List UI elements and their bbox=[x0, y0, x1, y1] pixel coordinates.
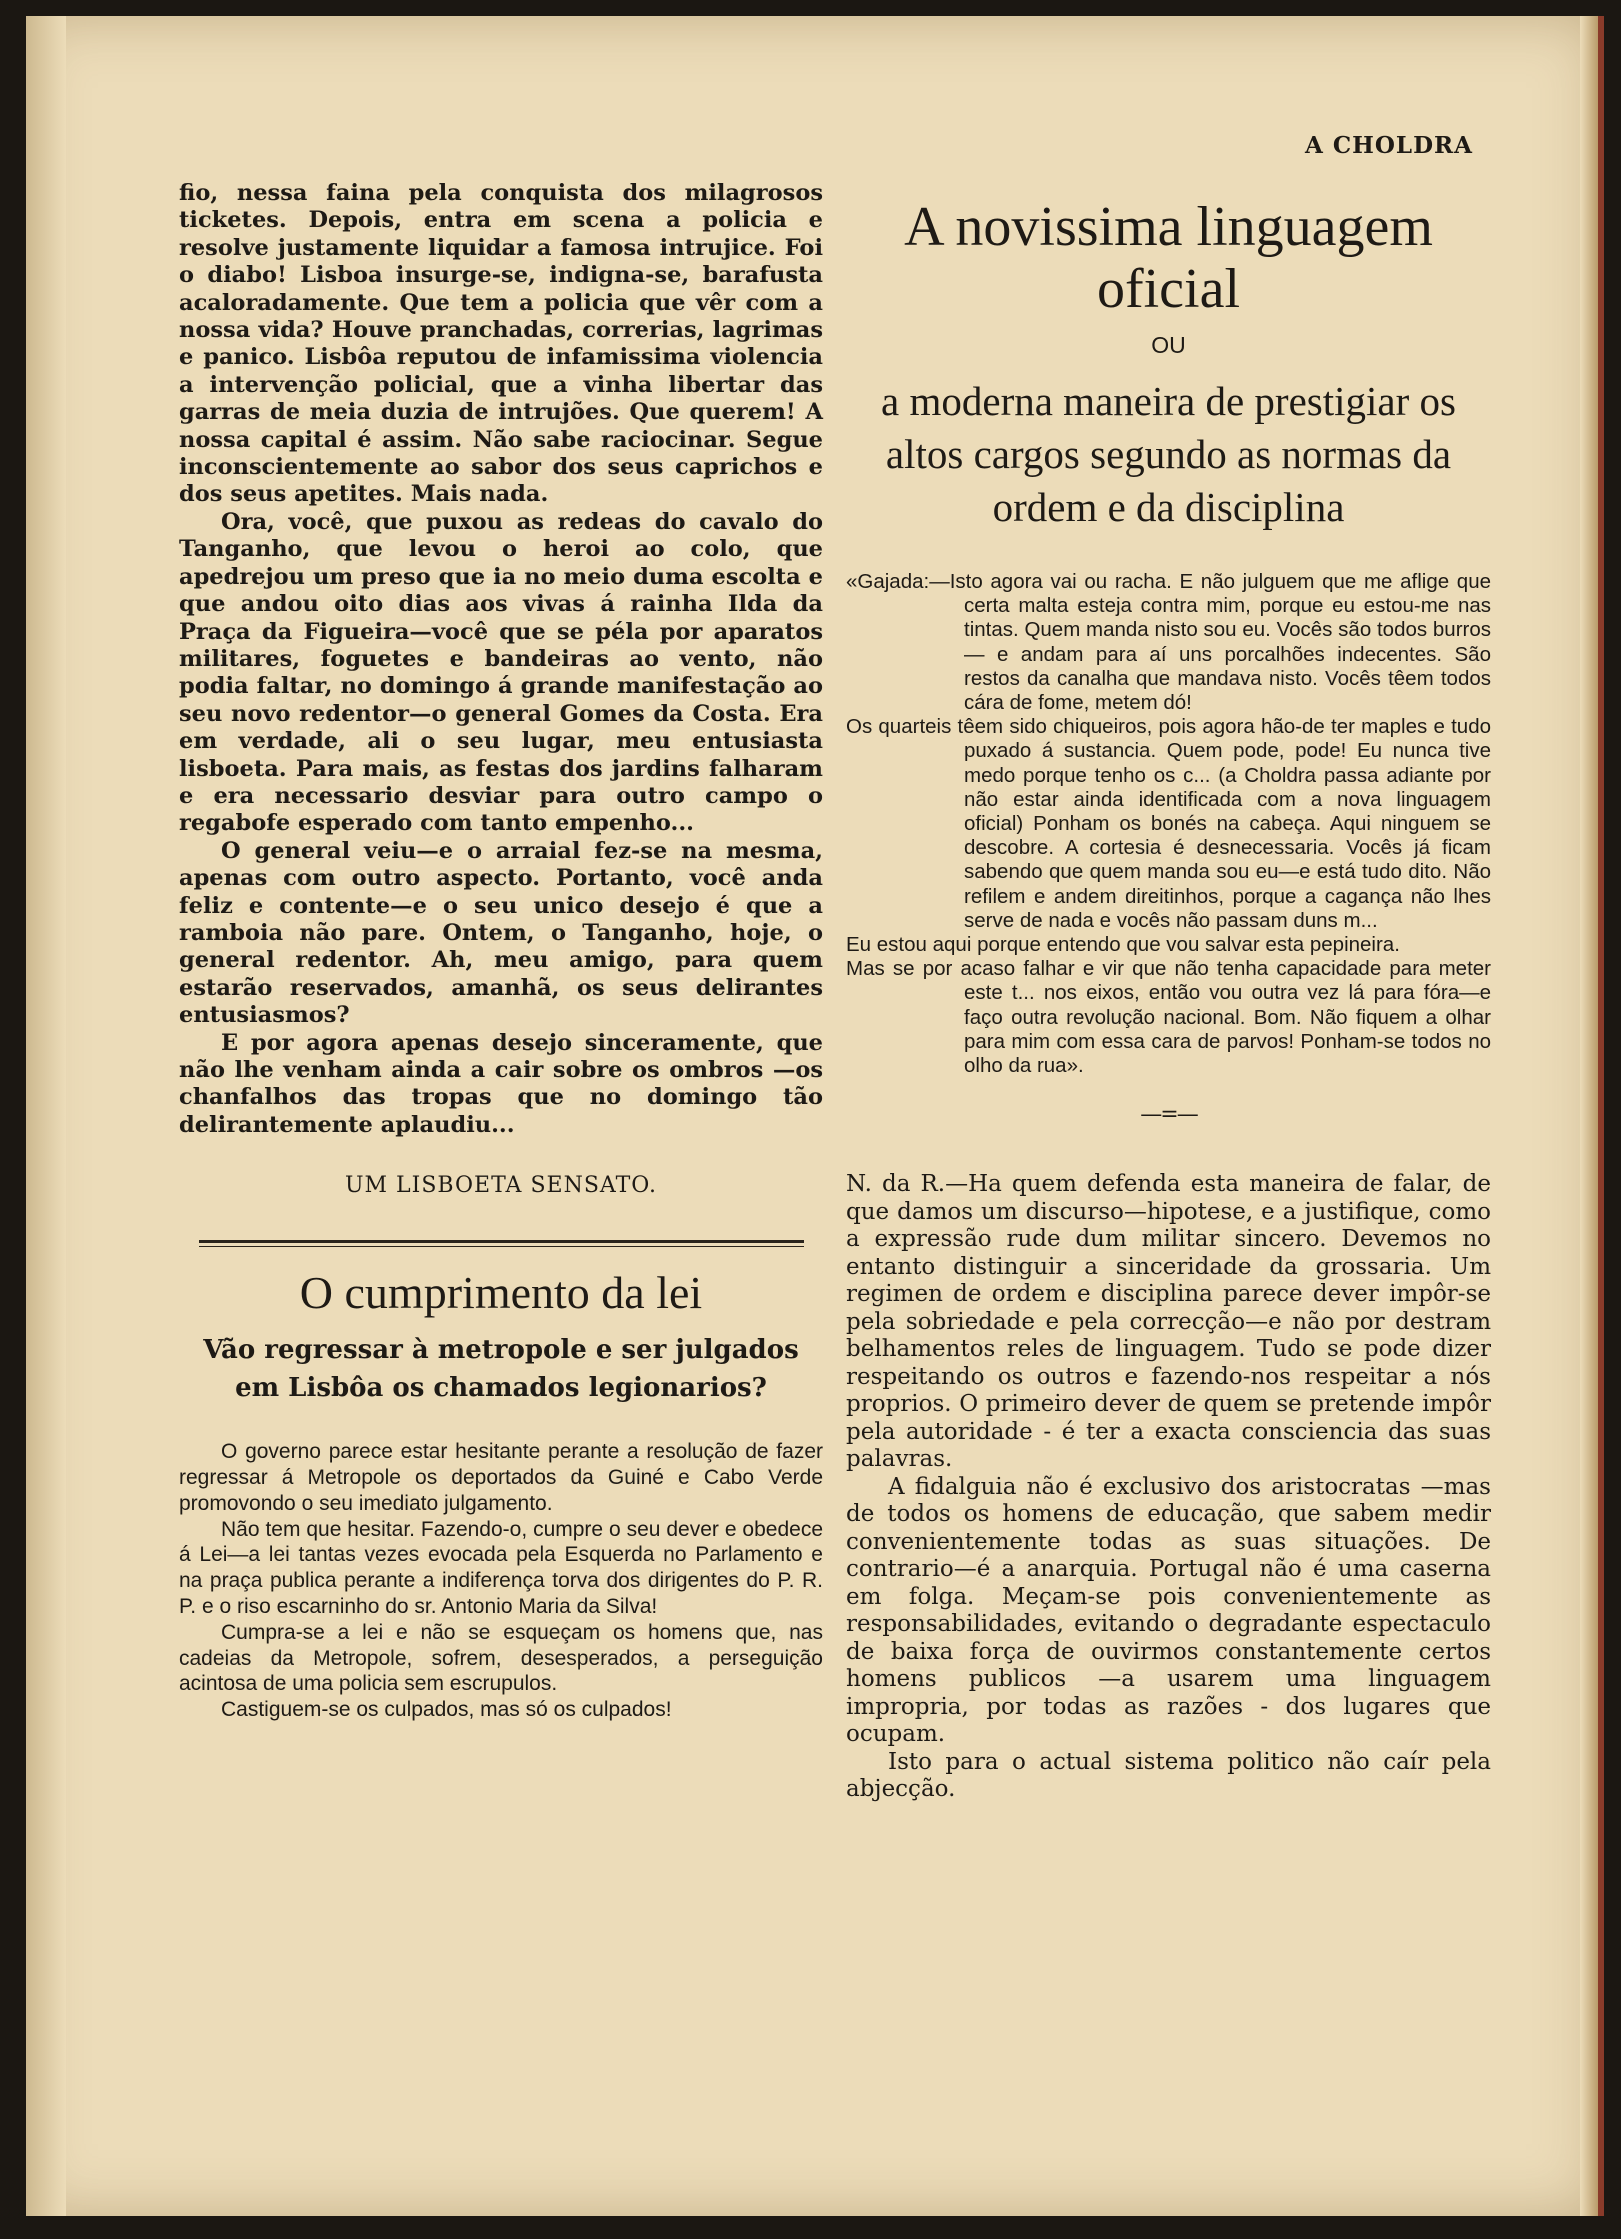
page-spine bbox=[26, 16, 66, 2216]
section-divider bbox=[199, 1240, 804, 1247]
quote-paragraph: Os quarteis têem sido chiqueiros, pois agora hão-de ter maples e tudo puxado á sustancia. Quem pode, pode! Eu nunca tive medo porque tenho os c... (a Choldra passa adiante por não estar ainda identificada com a nova linguagem oficial) Ponham os bonés na cabeça. Aqui ninguem se descobre. A cortesia é desnecessaria. Vocês já ficam sabendo que quem manda sou eu—e está tudo dito. Não refilem e andem direitinhos, porque a cagança não lhes serve de nada e vocês não passam duns m... bbox=[846, 715, 1491, 932]
paragraph: Não tem que hesitar. Fazendo-o, cumpre o seu dever e obedece á Lei—a lei tantas vezes evocada pela Esquerda no Parlamento e na praça publica perante a indiferença torva dos dirigentes do P. R. P. e o riso escarninho do sr. Antonio Maria da Silva! bbox=[179, 1517, 823, 1618]
paragraph: Castiguem-se os culpados, mas só os culpados! bbox=[221, 1698, 672, 1722]
page-edge-red bbox=[1598, 16, 1604, 2216]
paragraph: N. da R.—Ha quem defenda esta maneira de falar, de que damos um discurso—hipotese, e a justifique, como a expressão rude dum militar sincero. Devemos no entanto distinguir a sinceridade da grossaria. Um regimen de ordem e disciplina parece dever impôr-se pela sobriedade e pela correcção—e não por destram belhamentos reles de linguagem. Tudo se pode dizer respeitando os outros e fazendo-nos respeitar a nós proprios. O primeiro dever de quem se pretende impôr pela autoridade - é ter a exacta consciencia das suas palavras. bbox=[846, 1171, 1491, 1473]
quote-paragraph: Mas se por acaso falhar e vir que não tenha capacidade para meter este t... nos eixos, então vou outra vez lá para fóra—e faço outra revolução nacional. Bom. Não fiquem a olhar para mim com essa cara de parvos! Ponham-se todos no olho da rua». bbox=[846, 957, 1491, 1078]
publication-header: A CHOLDRA bbox=[1304, 132, 1473, 159]
left-column bbox=[179, 180, 823, 1723]
editor-note bbox=[846, 1171, 1491, 1804]
article-title bbox=[846, 196, 1491, 320]
paragraph: E por agora apenas desejo sinceramente, que não lhe venham ainda a cair sobre os ombros —os chanfalhos das tropas que no domingo tão delirantemente aplaudiu... bbox=[179, 1029, 823, 1138]
quote-paragraph: «Gajada:—Isto agora vai ou racha. E não julguem que me aflige que certa malta esteja contra mim, porque eu estou-me nas tintas. Quem manda nisto sou eu. Vocês são todos burros— e andam para aí uns porcalhões indecentes. São restos da canalha que mandava nisto. Vocês têem todos cára de fome, metem dó! bbox=[846, 570, 1491, 715]
page-edge bbox=[1580, 16, 1598, 2216]
paragraph: Ora, você, que puxou as redeas do cavalo do Tanganho, que levou o heroi ao colo, que apedrejou um preso que ia no meio duma escolta e que andou oito dias aos vivas á rainha Ilda da Praça da Figueira—você que se péla por aparatos militares, foguetes e bandeiras ao vento, não podia faltar, no domingo á grande manifestação ao seu novo redentor—o general Gomes da Costa. Era em verdade, ali o seu lugar, meu entusiasta lisboeta. Para mais, as festas dos jardins falharam e era necessario desviar para outro campo o regabofe esperado com tanto empenho... bbox=[179, 508, 823, 837]
article-title: O cumprimento da lei bbox=[299, 1267, 703, 1319]
paragraph: O governo parece estar hesitante perante a resolução de fazer regressar á Metropole os deportados da Guiné e Cabo Verde promovondo o seu imediato julgamento. bbox=[179, 1440, 823, 1515]
article-subtitle: Vão regressar à metropole e ser julgados em Lisbôa os chamados legionarios? bbox=[203, 1335, 799, 1404]
newspaper-page bbox=[26, 16, 1598, 2216]
article-subtitle: a moderna maneira de prestigiar os altos cargos segundo as normas da ordem e da disciplina bbox=[881, 378, 1456, 530]
ornament-divider: —=— bbox=[1140, 1102, 1197, 1128]
signature: UM LISBOETA SENSATO. bbox=[344, 1173, 657, 1199]
article-body bbox=[179, 1439, 823, 1723]
right-column bbox=[846, 136, 1491, 1804]
title-line-1: A novissima linguagem bbox=[904, 196, 1433, 258]
paragraph: O general veiu—e o arraial fez-se na mesma, apenas com outro aspecto. Portanto, você anda feliz e contente—e o seu unico desejo é que a ramboia não pare. Ontem, o Tanganho, hoje, o general redentor. Ah, meu amigo, para quem estarão reservados, amanhã, os seus delirantes entusiasmos? bbox=[179, 837, 823, 1029]
paragraph: Cumpra-se a lei e não se esqueçam os homens que, nas cadeias da Metropole, sofrem, desesperados, a perseguição acintosa de uma policia sem escrupulos. bbox=[179, 1620, 823, 1696]
title-conjunction: OU bbox=[1151, 332, 1186, 358]
continued-article bbox=[179, 180, 823, 1139]
paragraph: Isto para o actual sistema politico não caír pela abjecção. bbox=[846, 1748, 1491, 1803]
quote-paragraph: Eu estou aqui porque entendo que vou salvar esta pepineira. bbox=[846, 933, 1400, 957]
paragraph: fio, nessa faina pela conquista dos milagrosos ticketes. Depois, entra em scena a policia e resolve justamente liquidar a famosa intrujice. Foi o diabo! Lisboa insurge-se, indigna-se, barafusta acaloradamente. Que tem a policia que vêr com a nossa vida? Houve pranchadas, correrias, lagrimas e panico. Lisbôa reputou de infamissima violencia a intervenção policial, que a vinha libertar das garras de meia duzia de intrujões. Que querem! A nossa capital é assim. Não sabe raciocinar. Segue inconscientemente ao sabor dos seus caprichos e dos seus apetites. Mais nada. bbox=[179, 180, 823, 508]
speech-quote bbox=[846, 570, 1491, 1078]
paragraph: A fidalguia não é exclusivo dos aristocratas —mas de todos os homens de educação, que sabem medir convenientemente todas as suas situações. De contrario—é a anarquia. Portugal não é uma caserna em folga. Meçam-se pois convenientemente as responsabilidades, evitando o degradante espectaculo de baixa força de ouvirmos constantemente certos homens publicos —a usarem uma linguagem impropria, por todas as razões - dos lugares que ocupam. bbox=[846, 1473, 1491, 1748]
title-line-2: oficial bbox=[1096, 258, 1241, 320]
